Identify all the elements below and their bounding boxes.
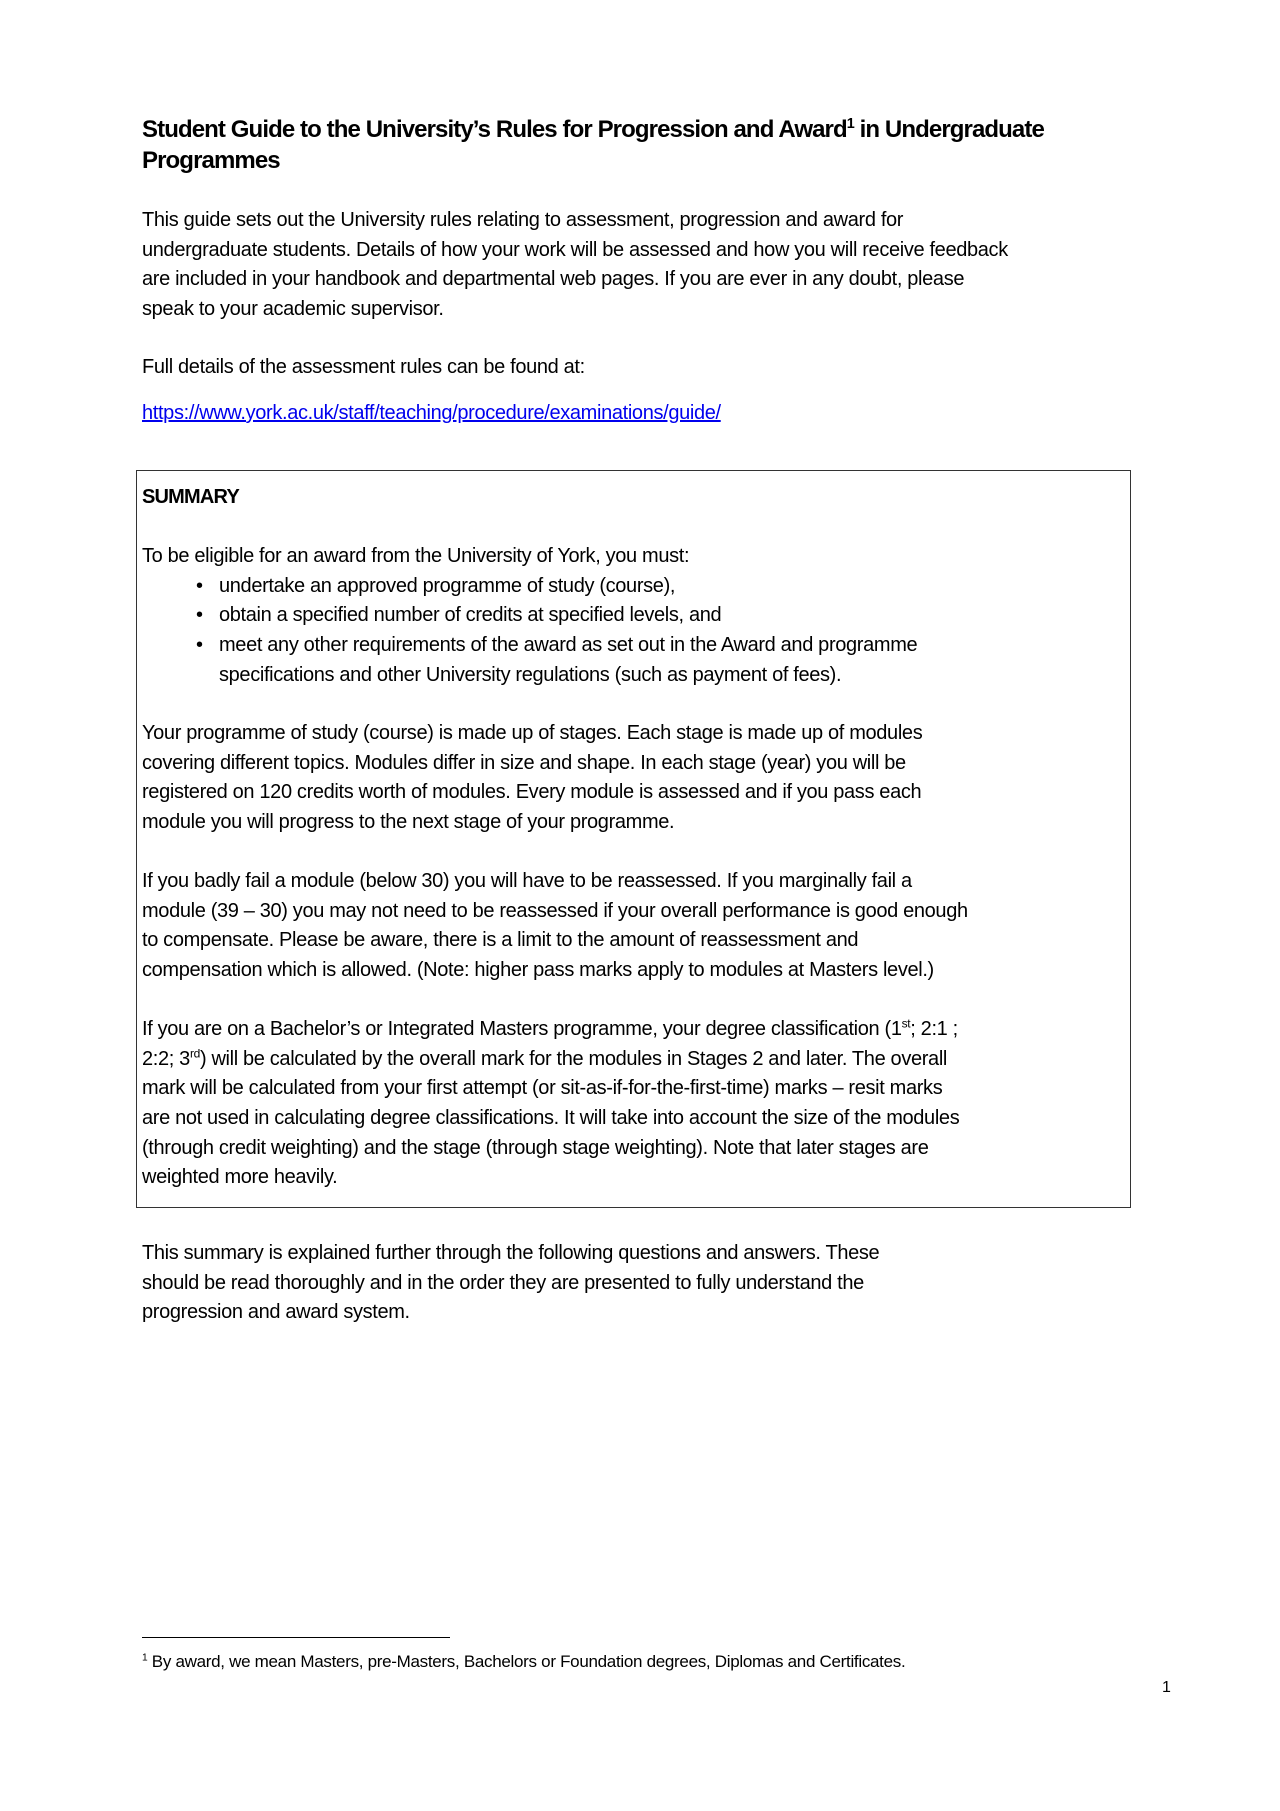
details-link-wrap: [142, 399, 721, 429]
text-line: are included in your handbook and departmental web pages. If you are ever in any doubt, please: [142, 268, 965, 291]
title-line: Student Guide to the University’s Rules for Progression and Award$^1$ in Undergraduate: [142, 116, 1044, 143]
text-line: are not used in calculating degree classifications. It will take into account the size of the modules: [142, 1107, 960, 1130]
text-line: compensation which is allowed. (Note: higher pass marks apply to modules at Masters level.): [142, 959, 934, 982]
page-title: [142, 114, 1044, 176]
classification-paragraph: [142, 1015, 959, 1193]
footnote-divider: [142, 1637, 450, 1638]
text-line: This guide sets out the University rules relating to assessment, progression and award for: [142, 209, 904, 231]
text-line: speak to your academic supervisor.: [142, 298, 444, 321]
text-line: undergraduate students. Details of how your work will be assessed and how you will receive feedback: [142, 238, 1008, 261]
details-label: Full details of the assessment rules can be found at:: [142, 356, 585, 378]
outro-paragraph: [142, 1239, 879, 1328]
list-item: • obtain a specified number of credits at specified levels, and: [142, 601, 917, 631]
text-line: weighted more heavily.: [142, 1166, 338, 1189]
text-line: If you are on a Bachelor’s or Integrated Masters programme, your degree classification (1st; 2:1 ;: [142, 1016, 958, 1040]
eligibility-section: [142, 542, 917, 690]
bullet-icon: •: [196, 634, 203, 657]
summary-heading: SUMMARY: [142, 486, 239, 508]
page-number: 1: [1162, 1679, 1171, 1696]
text-line: mark will be calculated from your first attempt (or sit-as-if-for-the-first-time) marks – resit marks: [142, 1077, 943, 1100]
intro-paragraph: [142, 206, 1008, 325]
text-line: (through credit weighting) and the stage (through stage weighting). Note that later stages are: [142, 1136, 929, 1159]
text-line: registered on 120 credits worth of modules. Every module is assessed and if you pass each: [142, 781, 922, 804]
text-line: Your programme of study (course) is made up of stages. Each stage is made up of modules: [142, 722, 923, 744]
text-line: If you badly fail a module (below 30) you will have to be reassessed. If you marginally fail a: [142, 870, 912, 892]
text-line: module (39 – 30) you may not need to be reassessed if your overall performance is good enough: [142, 899, 968, 922]
text-line: To be eligible for an award from the University of York, you must:: [142, 545, 690, 567]
text-line: covering different topics. Modules differ in size and shape. In each stage (year) you will be: [142, 751, 906, 774]
bullet-icon: •: [196, 574, 203, 597]
text-line: This summary is explained further through the following questions and answers. These: [142, 1242, 880, 1264]
text-line: module you will progress to the next stage of your programme.: [142, 811, 675, 834]
list-item: • meet any other requirements of the award as set out in the Award and programme: [142, 631, 917, 661]
bullet-icon: •: [196, 604, 203, 627]
text-line: progression and award system.: [142, 1301, 410, 1324]
fail-paragraph: [142, 867, 968, 986]
assessment-rules-link[interactable]: https://www.york.ac.uk/staff/teaching/procedure/examinations/guide/: [142, 402, 721, 424]
text-line: 2:2; 3rd) will be calculated by the overall mark for the modules in Stages 2 and later. The overall: [142, 1046, 948, 1070]
list-item: • undertake an approved programme of study (course),: [142, 572, 917, 602]
list-item-continuation: specifications and other University regulations (such as payment of fees).: [219, 663, 842, 686]
title-line: Programmes: [142, 147, 280, 174]
footnote: $^1$ By award, we mean Masters, pre-Masters, Bachelors or Foundation degrees, Diplomas and Certificates.: [142, 1652, 906, 1671]
text-line: to compensate. Please be aware, there is a limit to the amount of reassessment and: [142, 929, 859, 952]
programme-paragraph: [142, 719, 922, 838]
footnote-ref[interactable]: 1: [846, 116, 854, 132]
text-line: should be read thoroughly and in the order they are presented to fully understand the: [142, 1271, 864, 1294]
